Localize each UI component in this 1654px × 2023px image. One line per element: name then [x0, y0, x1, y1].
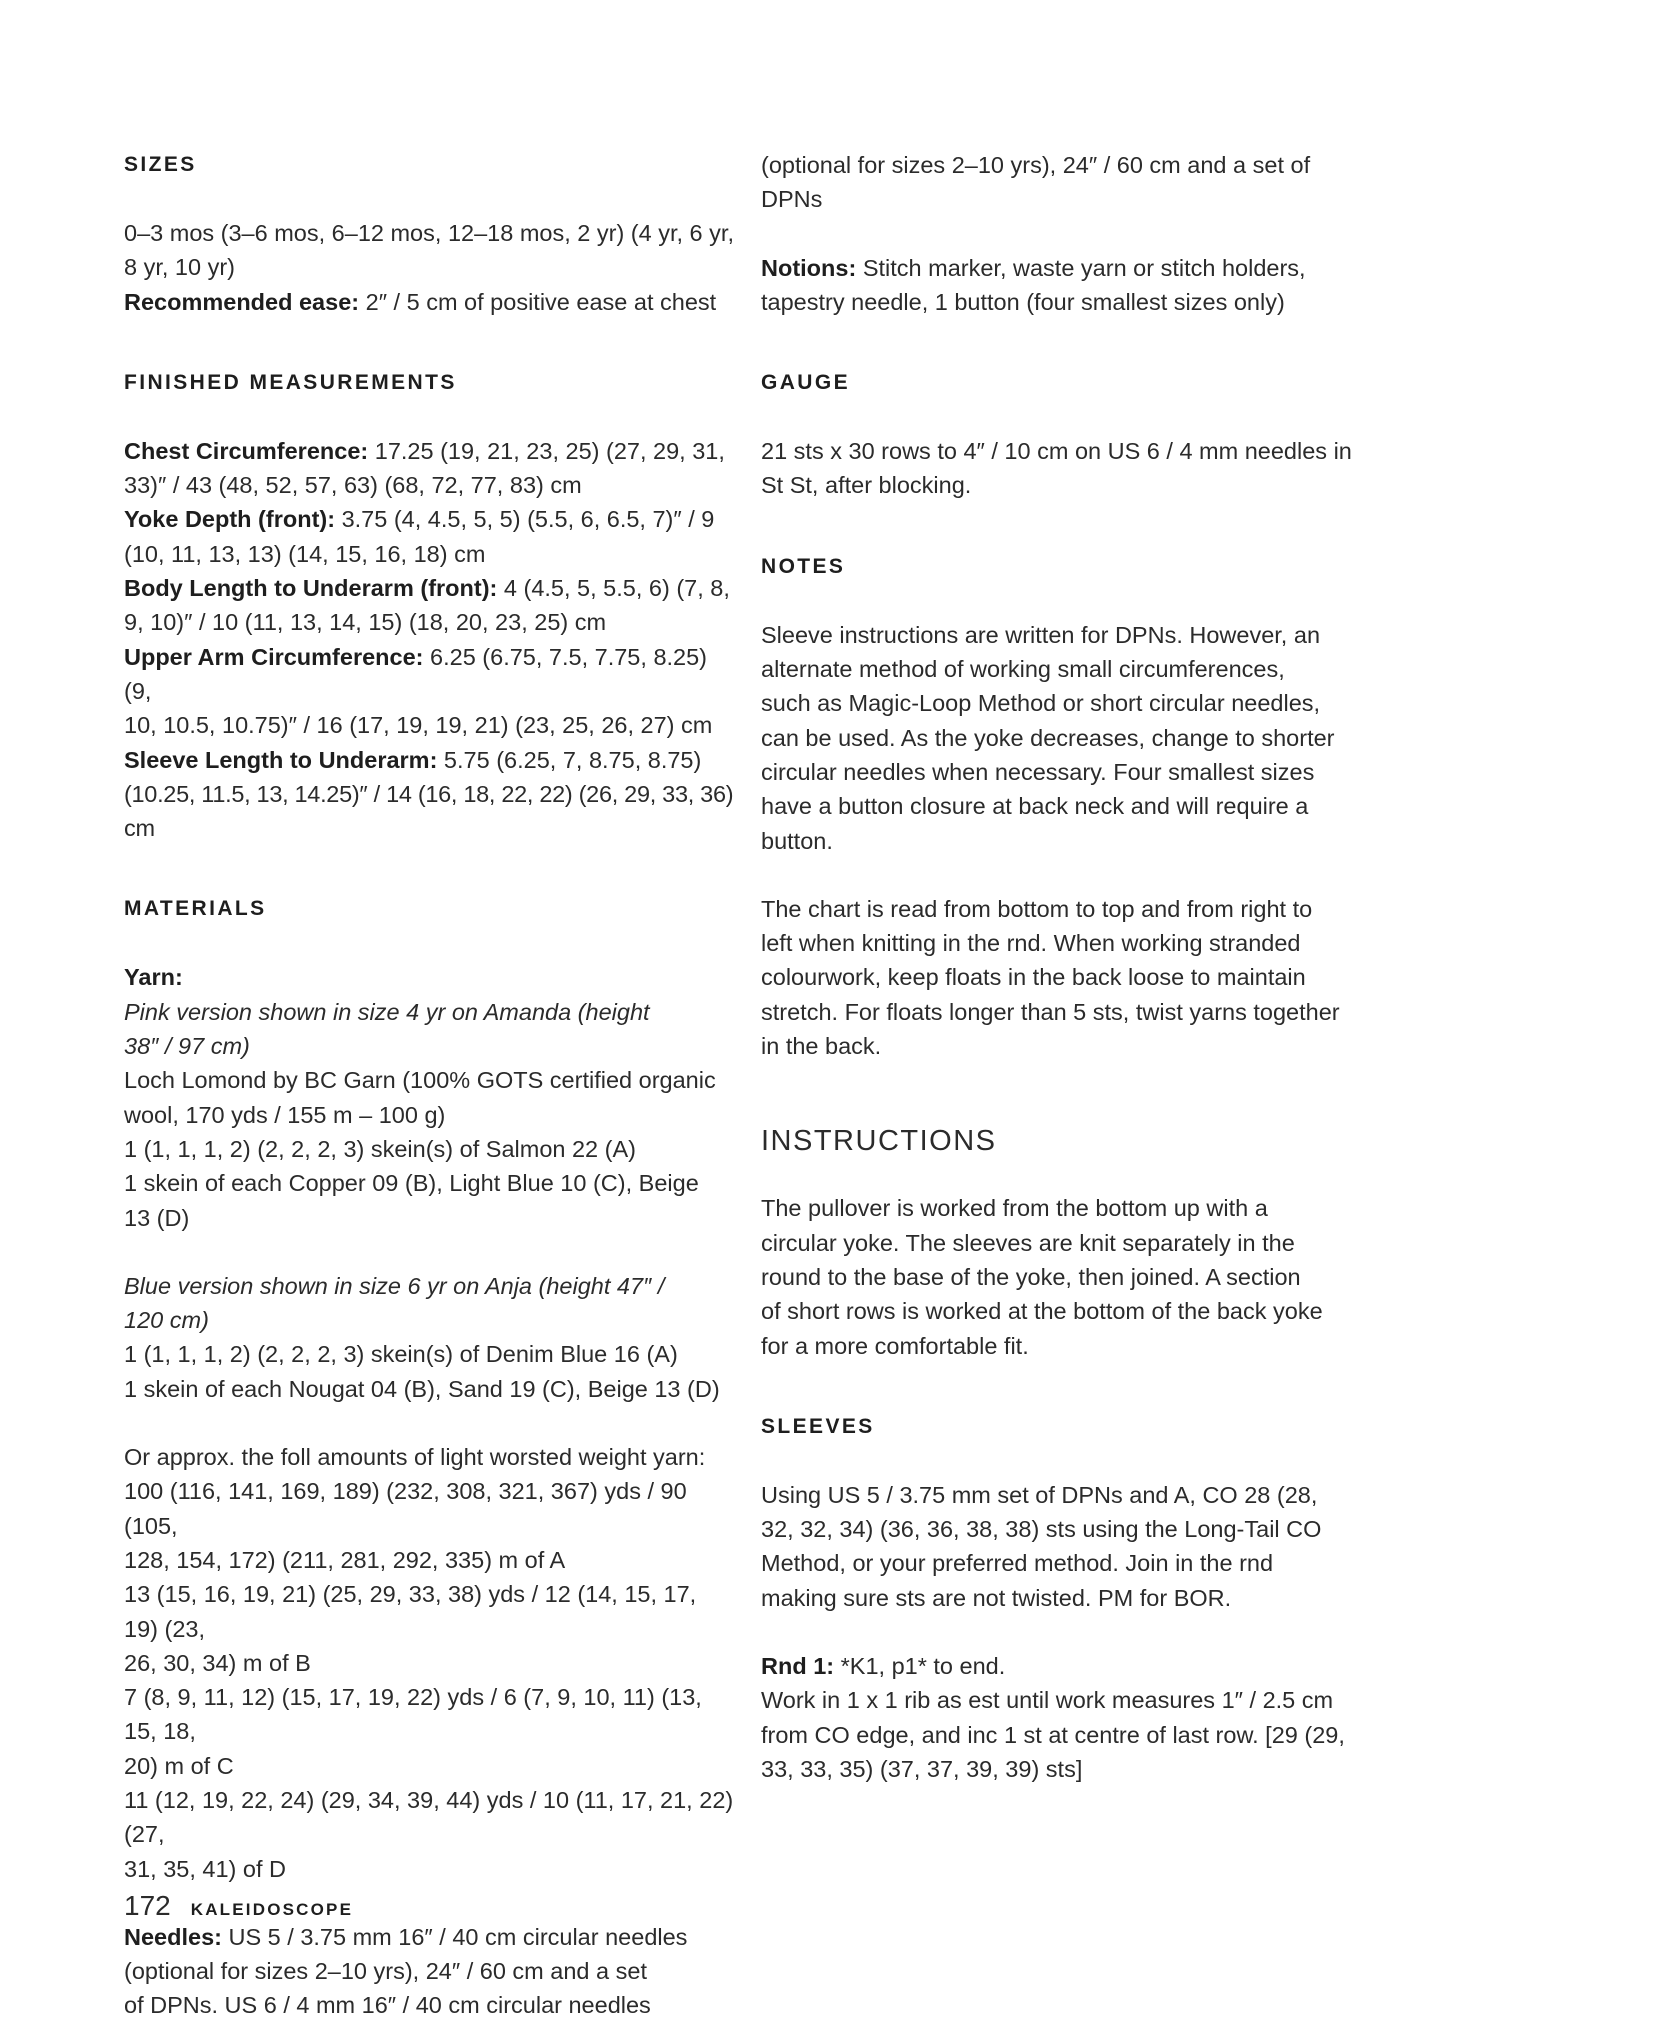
notions: Notions: Stitch marker, waste yarn or stitch holders, tapestry needle, 1 button (four smallest sizes only): [761, 254, 1306, 315]
notes-dpns: Sleeve instructions are written for DPNs. However, an alternate method of working small circumferences, such as Magic-Loop Method or short circular needles, can be used. As the yoke decreases, change to shorter circular needles when necessary. Four smallest sizes have a button closure at back neck and will require a button.: [761, 621, 1335, 854]
sleeves-cast-on: Using US 5 / 3.75 mm set of DPNs and A, CO 28 (28, 32, 32, 34) (36, 36, 38, 38) sts using the Long-Tail CO Method, or your preferred method. Join in the rnd making sure sts are not twisted. PM for BOR.: [761, 1481, 1322, 1611]
chest-circumference: Chest Circumference: 17.25 (19, 21, 23, 25) (27, 29, 31, 33)″ / 43 (48, 52, 57, 63) (68, 72, 77, 83) cm: [124, 437, 725, 499]
page-footer: [124, 1890, 353, 1922]
recommended-ease: Recommended ease: 2″ / 5 cm of positive ease at chest: [124, 288, 717, 315]
yarn-label: Yarn:: [124, 964, 183, 991]
sleeves-heading: SLEEVES: [761, 1414, 875, 1438]
page-number: 172: [124, 1890, 171, 1921]
needles-continued: (optional for sizes 2–10 yrs), 24″ / 60 cm and a set of DPNs: [761, 152, 1311, 213]
blue-contrast-skeins: 1 skein of each Nougat 04 (B), Sand 19 (C), Beige 13 (D): [124, 1375, 720, 1402]
rib-instructions: Work in 1 x 1 rib as est until work measures 1″ / 2.5 cm from CO edge, and inc 1 st at centre of last row. [29 (29, 33, 33, 35) (37, 37, 39, 39) sts]: [761, 1687, 1345, 1782]
book-title: KALEIDOSCOPE: [190, 1900, 354, 1919]
salmon-skeins: 1 (1, 1, 1, 2) (2, 2, 2, 3) skein(s) of Salmon 22 (A): [124, 1135, 636, 1162]
blue-version: Blue version shown in size 6 yr on Anja (height 47″ / 120 cm): [124, 1272, 665, 1334]
approx-amounts: Or approx. the foll amounts of light worsted weight yarn: 100 (116, 141, 169, 189) (232, 308, 321, 367) yds / 90 (105, 128, 154, 172) (211, 281, 292, 335) m of A 13 (15, 16, 19, 21) (25, 29, 33, 38) yds / 12 (14, 15, 17, 19) (23, 26, 30, 34) m of B 7 (8, 9, 11, 12) (15, 17, 19, 22) yds / 6 (7, 9, 10, 11) (13, 15, 18, 20) m of C 11 (12, 19, 22, 24) (29, 34, 39, 44) yds / 10 (11, 17, 21, 22) (27, 31, 35, 41) of D: [124, 1444, 734, 1882]
gauge-heading: GAUGE: [761, 371, 851, 395]
rnd-1: Rnd 1: *K1, p1* to end.: [761, 1653, 1006, 1680]
denim-skeins: 1 (1, 1, 1, 2) (2, 2, 2, 3) skein(s) of Denim Blue 16 (A): [124, 1341, 678, 1368]
needles: Needles: US 5 / 3.75 mm 16″ / 40 cm circular needles (optional for sizes 2–10 yrs), 24″ / 60 cm and a set of DPNs. US 6 / 4 mm 16″ / 40 cm circular needles: [124, 1923, 688, 2019]
loch-lomond: Loch Lomond by BC Garn (100% GOTS certified organic wool, 170 yds / 155 m – 100 g): [124, 1067, 716, 1128]
gauge-text: 21 sts x 30 rows to 4″ / 10 cm on US 6 / 4 mm needles in St St, after blocking.: [761, 438, 1352, 499]
yoke-depth: Yoke Depth (front): 3.75 (4, 4.5, 5, 5) (5.5, 6, 6.5, 7)″ / 9 (10, 11, 13, 13) (14, 15, 16, 18) cm: [124, 506, 715, 567]
notes-chart: The chart is read from bottom to top and from right to left when knitting in the rnd. When working stranded colourwork, keep floats in the back loose to maintain stretch. For floats longer than 5 sts, twist yarns together in the back.: [761, 895, 1340, 1060]
sleeve-length: Sleeve Length to Underarm: 5.75 (6.25, 7, 8.75, 8.75) (10.25, 11.5, 13, 14.25)″ / 14 (16, 18, 22, 22) (26, 29, 33, 36) cm: [124, 746, 734, 842]
pink-contrast-skeins: 1 skein of each Copper 09 (B), Light Blue 10 (C), Beige 13 (D): [124, 1170, 699, 1231]
right-column: [761, 148, 1361, 1786]
left-column: [124, 148, 734, 2023]
notes-heading: NOTES: [761, 554, 846, 578]
finished-measurements-heading: FINISHED MEASUREMENTS: [124, 370, 457, 394]
body-length: Body Length to Underarm (front): 4 (4.5, 5, 5.5, 6) (7, 8, 9, 10)″ / 10 (11, 13, 14, 15) (18, 20, 23, 25) cm: [124, 575, 730, 636]
sizes-heading: SIZES: [124, 153, 197, 176]
instructions-heading: INSTRUCTIONS: [761, 1125, 997, 1158]
upper-arm-circumference: Upper Arm Circumference: 6.25 (6.75, 7.5, 7.75, 8.25) (9, 10, 10.5, 10.75)″ / 16 (17, 19, 19, 21) (23, 25, 26, 27) cm: [124, 643, 713, 739]
instructions-text: The pullover is worked from the bottom up with a circular yoke. The sleeves are knit separately in the round to the base of the yoke, then joined. A section of short rows is worked at the bottom of the back yoke for a more comfortable fit.: [761, 1195, 1323, 1359]
materials-heading: MATERIALS: [124, 897, 267, 921]
sizes-text: 0–3 mos (3–6 mos, 6–12 mos, 12–18 mos, 2 yr) (4 yr, 6 yr, 8 yr, 10 yr): [124, 220, 734, 281]
pink-version: Pink version shown in size 4 yr on Amanda (height 38″ / 97 cm): [124, 998, 650, 1060]
